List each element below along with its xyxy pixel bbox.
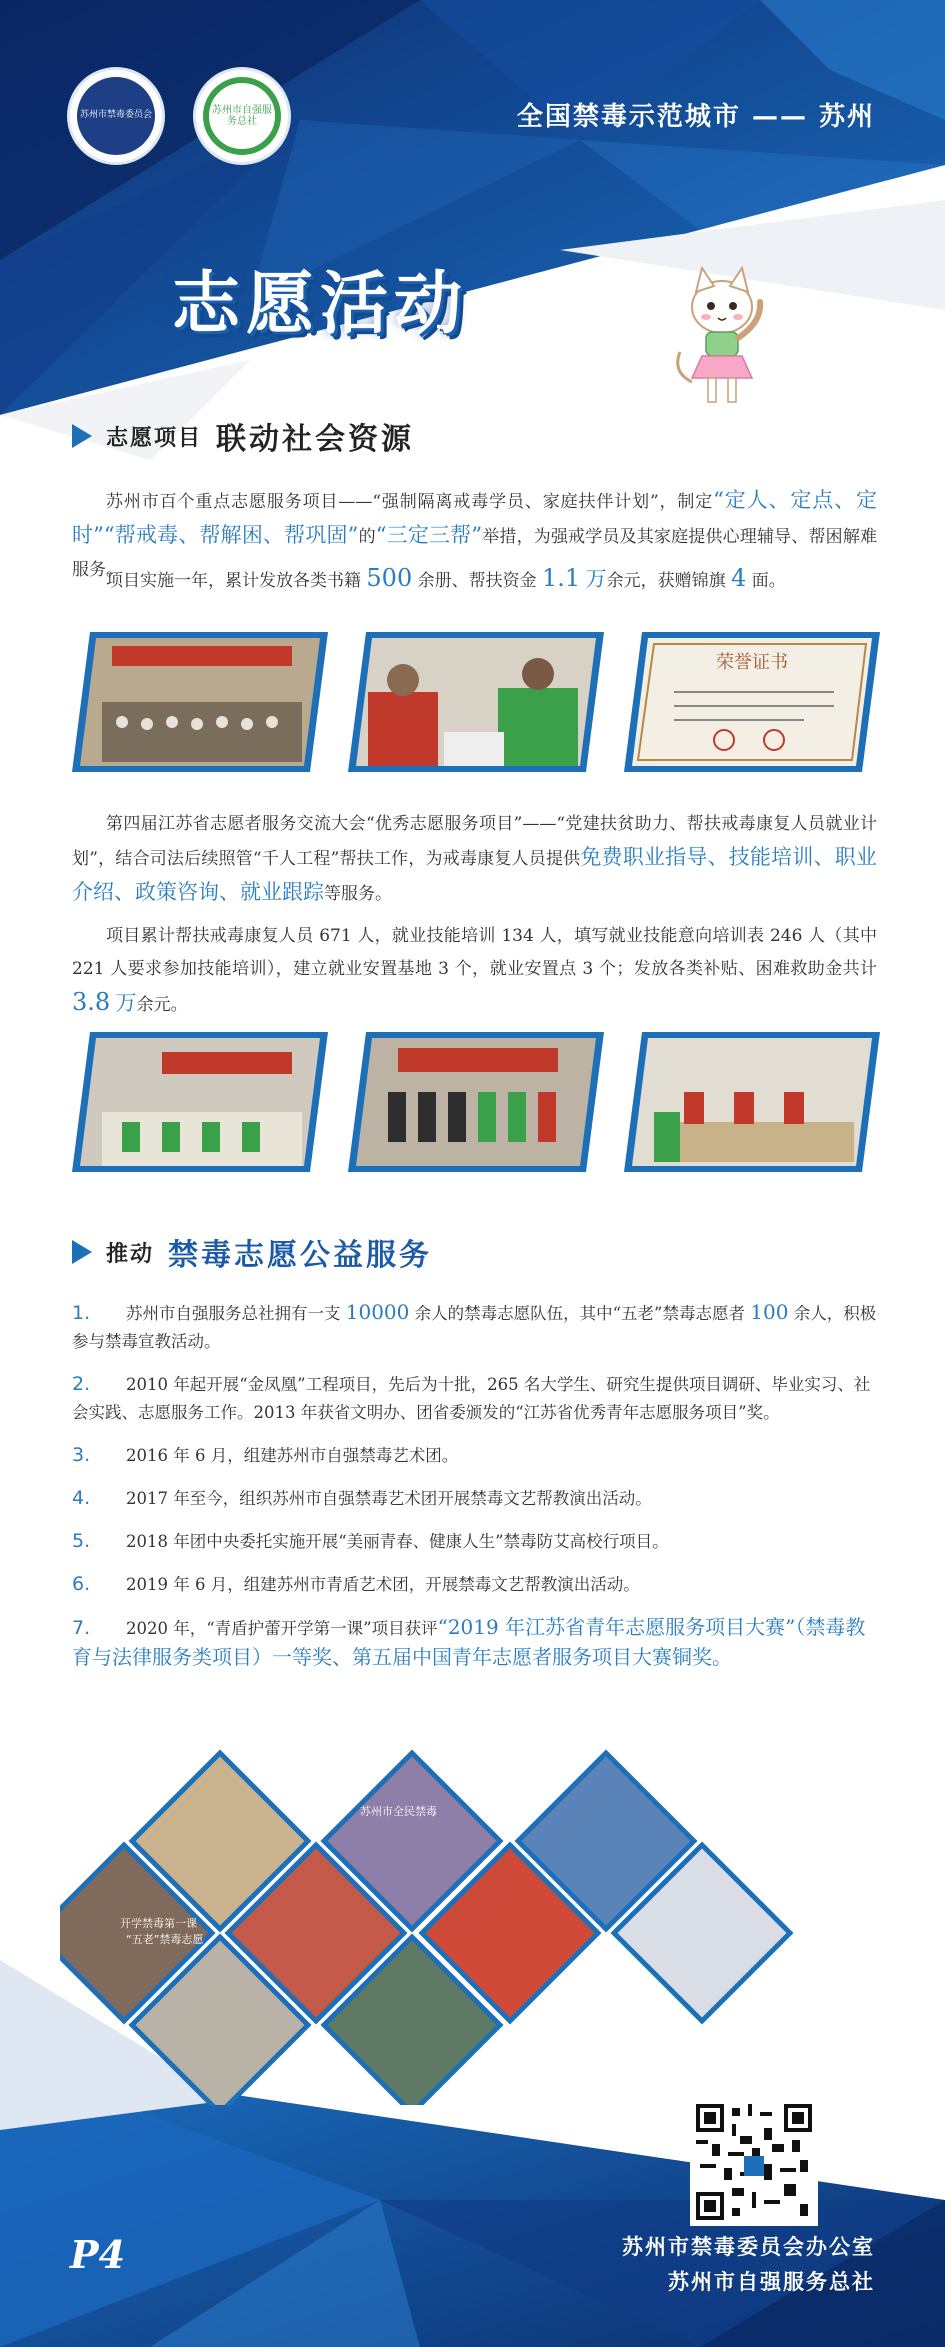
list-number: 1. (72, 1302, 91, 1324)
cat-mascot-illustration (662, 262, 782, 412)
classroom-photo (624, 1032, 880, 1172)
list-number: 6. (72, 1573, 91, 1595)
group-ceremony-photo (348, 1032, 604, 1172)
list-text: 2018 年团中央委托实施开展“美丽青春、健康人生”禁毒防艾高校行项目。 (126, 1532, 669, 1551)
list-item (72, 1298, 882, 1356)
elder-volunteer-count: 100 (750, 1300, 789, 1324)
p3-text-a: 第四届江苏省志愿者服务交流大会“优秀志愿服务项目”——“党建扶贫助力、帮扶戒毒康复人员就业计划”，结合司法后续照管“千人工程”帮扶工作，为戒毒康复人员提供 (72, 814, 877, 869)
list-item (72, 1370, 882, 1427)
p2-funds-unit: 万 (585, 567, 607, 591)
list-number: 3. (72, 1444, 91, 1466)
list-text: 2019 年 6 月，组建苏州市青盾艺术团，开展禁毒文艺帮教演出活动。 (126, 1575, 640, 1594)
drug-control-logo (70, 70, 162, 162)
page-number: P4 (70, 2232, 126, 2277)
list-item (72, 1527, 882, 1556)
diamond-photo-mosaic (60, 1745, 890, 2105)
section1-big-label: 联动社会资源 (216, 422, 415, 457)
list-text: 余人的禁毒志愿队伍，其中“五老”禁毒志愿者 (414, 1304, 745, 1323)
p2-text-b: 余册、帮扶资金 (417, 571, 537, 591)
meeting-hall-photo (72, 632, 328, 772)
footer-org-1: 苏州市禁毒委员会办公室 (622, 2235, 875, 2259)
section2-heading (72, 1230, 432, 1274)
list-item (72, 1484, 882, 1513)
photo-row-1 (72, 632, 882, 772)
p3-text-b: 等服务。 (324, 884, 392, 904)
volunteer-count: 10000 (345, 1300, 410, 1324)
certificate-photo (624, 632, 880, 772)
p1-highlight-2: “帮戒毒、帮解困、帮巩固” (103, 523, 359, 547)
award-highlight: “2019 年江苏省青年志愿服务项目大赛”（禁毒教育与法律服务类项目）一等奖、第五届中国青年志愿者服务项目大赛铜奖。 (72, 1615, 866, 1669)
list-number: 5. (72, 1530, 91, 1552)
p1-text-a: 苏州市百个重点志愿服务项目——“强制隔离戒毒学员、家庭扶伴计划”，制定 (106, 492, 714, 512)
list-text: 苏州市自强服务总社拥有一支 (126, 1304, 341, 1323)
p3-highlight: 免费职业指导、技能培训、职业介绍、政策咨询、就业跟踪 (72, 845, 877, 904)
section1-paragraph-2 (72, 562, 877, 598)
list-item (72, 1441, 882, 1470)
p4-aid-unit: 万 (115, 991, 137, 1015)
p2-books-count: 500 (366, 564, 413, 592)
photo-row-2 (72, 1032, 882, 1172)
training-event-photo (72, 1032, 328, 1172)
footer-org-2: 苏州市自强服务总社 (668, 2270, 875, 2294)
qr-code[interactable] (690, 2098, 818, 2226)
p4-aid-amount: 3.8 (72, 988, 111, 1016)
self-reliance-logo (196, 70, 288, 162)
certificate-title: 荣誉证书 (716, 652, 788, 673)
list-text: 2016 年 6 月，组建苏州市自强禁毒艺术团。 (126, 1446, 459, 1465)
p1-highlight-3: “三定三帮” (375, 523, 483, 547)
p2-text-a: 项目实施一年，累计发放各类书籍 (106, 571, 361, 591)
section2-small-label: 推动 (106, 1240, 155, 1267)
list-text: 2017 年至今，组织苏州市自强禁毒艺术团开展禁毒文艺帮教演出活动。 (126, 1489, 652, 1508)
p2-text-e: 面。 (751, 571, 786, 591)
list-number: 7. (72, 1617, 91, 1639)
city-title: 全国禁毒示范城市 —— 苏州 (516, 102, 875, 132)
section1-heading (72, 414, 414, 458)
mosaic-caption-lesson: 开学禁毒第一课 (120, 1917, 197, 1930)
list-text: 2020 年，“青盾护蕾开学第一课”项目获评 (126, 1619, 438, 1638)
triangle-bullet-icon (72, 424, 92, 448)
triangle-bullet-icon (72, 1240, 92, 1264)
mosaic-caption-citywide: 苏州市全民禁毒 (360, 1805, 437, 1818)
self-reliance-logo-text: 苏州市自强服务总社 (203, 77, 281, 155)
p4-text-a: 项目累计帮扶戒毒康复人员 671 人，就业技能培训 134 人，填写就业技能意向培训表 246 人（其中 221 人要求参加技能培训），建立就业安置基地 3 个，就业安置点 3 个；发放各类补贴、困难救助金共计 (72, 926, 877, 979)
footer-organizations (622, 2230, 875, 2300)
list-text: 2010 年起开展“金凤凰”工程项目，先后为十批，265 名大学生、研究生提供项目调研、毕业实习、社会实践、志愿服务工作。2013 年获省文明办、团省委颁发的“江苏省优秀青年志愿服务项目”奖。 (72, 1375, 871, 1422)
counseling-photo (348, 632, 604, 772)
p2-banner-count: 4 (731, 564, 747, 592)
p1-text-b: 的 (358, 527, 376, 547)
p2-text-d: 余元，获赠锦旗 (606, 571, 726, 591)
section1-paragraph-4 (72, 920, 877, 1022)
p1-text-c: 举措，为强戒学员及其家庭提供心理辅导、帮困解难服务。 (72, 527, 877, 580)
section1-paragraph-3 (72, 808, 877, 911)
list-item (72, 1613, 882, 1673)
list-item (72, 1570, 882, 1599)
page-title: 志愿活动 (172, 264, 469, 344)
list-number: 2. (72, 1373, 91, 1395)
milestone-list (72, 1298, 882, 1673)
list-text: 余人，积极参与禁毒宣教活动。 (72, 1304, 877, 1351)
p4-text-b: 余元。 (136, 995, 188, 1015)
drug-control-logo-text: 苏州市禁毒委员会 (77, 77, 155, 155)
section2-big-label: 禁毒志愿公益服务 (168, 1238, 433, 1273)
p2-funds-amount: 1.1 (542, 564, 581, 592)
list-number: 4. (72, 1487, 91, 1509)
p1-highlight-1: “定人、定点、定时” (72, 488, 877, 547)
mosaic-caption-elders: “五老”禁毒志愿 (126, 1933, 204, 1946)
section1-small-label: 志愿项目 (106, 424, 203, 451)
